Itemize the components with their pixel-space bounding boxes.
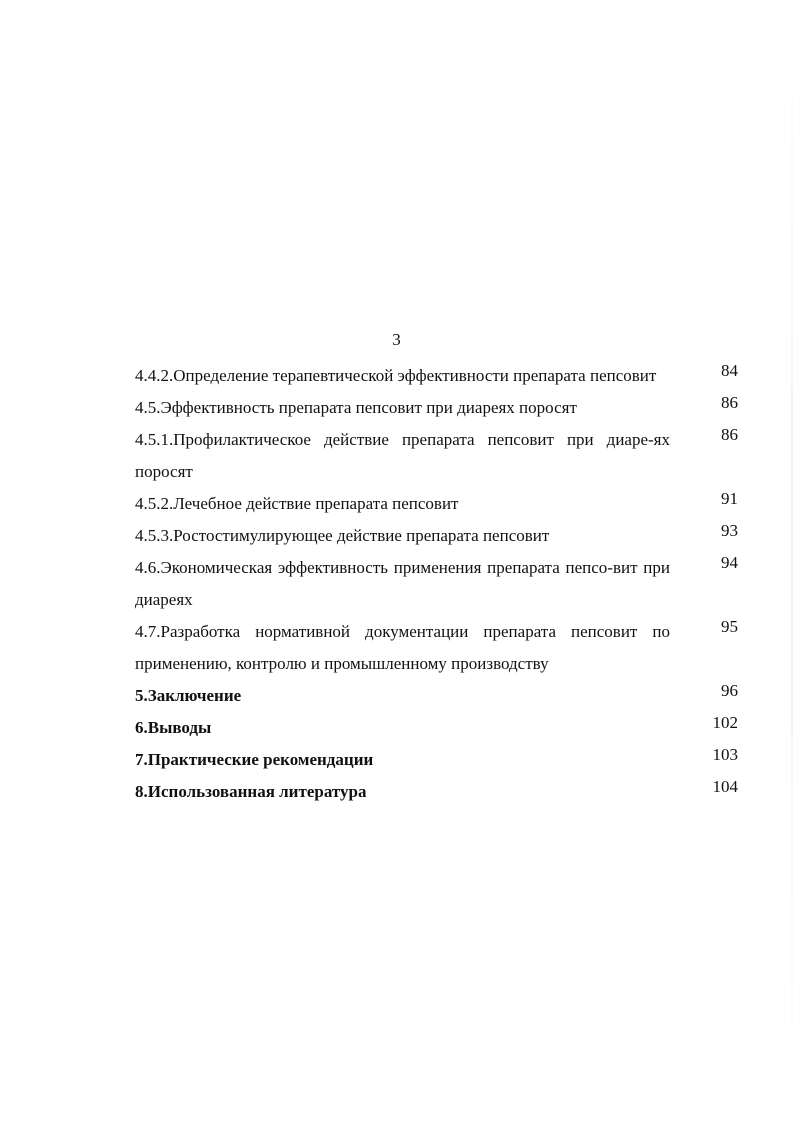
toc-entry [135,552,740,616]
toc-entry [135,424,740,488]
toc-entry-page: 86 [721,393,738,412]
toc-entry-title: 4.5.2.Лечебное действие препарата пепсовит [135,494,459,513]
toc-entry-title: 4.5.3.Ростостимулирующее действие препарата пепсовит [135,526,550,545]
toc-entry-page: 104 [712,777,738,796]
toc-entry [135,360,740,392]
table-of-contents [135,360,740,808]
toc-entry-title: 4.5.1.Профилактическое действие препарата пепсовит при диаре-ях поросят [135,430,670,481]
toc-entry-page: 103 [712,745,738,764]
toc-entry-page: 94 [721,553,738,572]
toc-entry [135,488,740,520]
toc-entry-title: 4.4.2.Определение терапевтической эффективности препарата пепсовит [135,366,657,385]
toc-entry-page: 102 [712,713,738,732]
toc-entry-chapter [135,712,740,744]
toc-entry-page: 84 [721,361,738,380]
toc-entry-title: 4.5.Эффективность препарата пепсовит при диареях поросят [135,398,577,417]
toc-entry-title: 4.7.Разработка нормативной документации препарата пепсовит по применению, контролю и промышленному производству [135,622,670,673]
toc-entry-chapter [135,744,740,776]
toc-entry-page: 86 [721,425,738,444]
toc-entry-page: 95 [721,617,738,636]
toc-entry-page: 96 [721,681,738,700]
toc-entry [135,392,740,424]
toc-entry-title: 4.6.Экономическая эффективность применения препарата пепсо-вит при диареях [135,558,670,609]
toc-entry-title: 6.Выводы [135,718,212,737]
toc-entry-title: 7.Практические рекомендации [135,750,374,769]
toc-entry [135,520,740,552]
toc-entry-page: 91 [721,489,738,508]
toc-entry-chapter [135,776,740,808]
page-number: 3 [392,330,401,349]
toc-entry [135,616,740,680]
toc-entry-chapter [135,680,740,712]
toc-entry-title: 8.Использованная литература [135,782,367,801]
toc-entry-title: 5.Заключение [135,686,242,705]
toc-entry-page: 93 [721,521,738,540]
